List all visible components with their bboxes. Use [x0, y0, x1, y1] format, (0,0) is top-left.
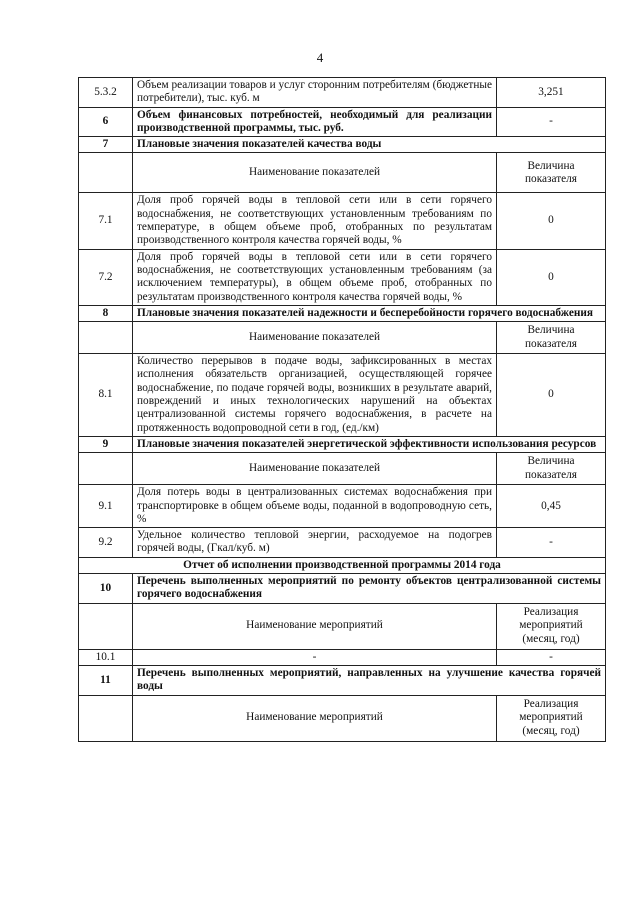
header-row	[79, 453, 606, 485]
section-number: 10	[79, 574, 133, 604]
section-number: 9	[79, 436, 133, 452]
row-number: 7.2	[79, 249, 133, 305]
header-row	[79, 695, 606, 741]
table-row	[79, 107, 606, 137]
section-row	[79, 436, 606, 452]
section-row	[79, 305, 606, 321]
row-value: -	[497, 107, 606, 137]
column-header-name: Наименование показателей	[133, 322, 497, 354]
row-number: 9.2	[79, 528, 133, 558]
row-text: Доля проб горячей воды в тепловой сети или в сети горячего водоснабжения, не соответствующих установленным требованиям по температуре, в общем объеме проб, отобранных по результатам производственного контроля качества горячей воды, %	[133, 193, 497, 249]
table-row	[79, 528, 606, 558]
section-number: 7	[79, 137, 133, 153]
row-text: Количество перерывов в подаче воды, зафиксированных в местах исполнения обязательств организацией, осуществляющей горячее водоснабжение, по подаче горячей воды, возникших в результате аварий, повреждений и иных технологических нарушений на объектах централизованной системы горячего водоснабжения, в расчете на протяженность водопроводной сети в год, (ед./км)	[133, 354, 497, 437]
row-text: Доля проб горячей воды в тепловой сети или в сети горячего водоснабжения, не соответствующих установленным требованиям (за исключением температуры), в общем объеме проб, отобранных по результатам производственного контроля качества горячей воды, %	[133, 249, 497, 305]
table-row	[79, 485, 606, 528]
row-text: Объем финансовых потребностей, необходимый для реализации производственной программы, тыс. руб.	[133, 107, 497, 137]
page-number: 4	[316, 50, 324, 65]
column-header-value: Реализация мероприятий (месяц, год)	[497, 695, 606, 741]
column-header-value: Величина показателя	[497, 322, 606, 354]
section-row	[79, 665, 606, 695]
column-header-name: Наименование мероприятий	[133, 603, 497, 649]
header-row	[79, 603, 606, 649]
row-text: -	[133, 649, 497, 665]
row-number: 5.3.2	[79, 78, 133, 108]
row-value: 3,251	[497, 78, 606, 108]
row-number: 6	[79, 107, 133, 137]
section-title: Плановые значения показателей энергетической эффективности использования ресурсов	[133, 436, 606, 452]
column-header-value: Реализация мероприятий (месяц, год)	[497, 603, 606, 649]
row-number: 8.1	[79, 354, 133, 437]
table-row	[79, 193, 606, 249]
section-number: 11	[79, 665, 133, 695]
report-title: Отчет об исполнении производственной программы 2014 года	[79, 557, 606, 573]
section-title: Перечень выполненных мероприятий по ремонту объектов централизованной системы горячего водоснабжения	[133, 574, 606, 604]
report-title-row	[79, 557, 606, 573]
column-header-name: Наименование мероприятий	[133, 695, 497, 741]
row-text: Удельное количество тепловой энергии, расходуемое на подогрев горячей воды, (Гкал/куб. м)	[133, 528, 497, 558]
section-row	[79, 574, 606, 604]
empty-cell	[79, 153, 133, 193]
empty-cell	[79, 322, 133, 354]
row-value: 0	[497, 354, 606, 437]
row-value: -	[497, 649, 606, 665]
table-row	[79, 249, 606, 305]
column-header-name: Наименование показателей	[133, 153, 497, 193]
section-title: Плановые значения показателей надежности и бесперебойности горячего водоснабжения	[133, 305, 606, 321]
row-number: 10.1	[79, 649, 133, 665]
header-row	[79, 322, 606, 354]
header-row	[79, 153, 606, 193]
section-title: Плановые значения показателей качества воды	[133, 137, 606, 153]
section-row	[79, 137, 606, 153]
empty-cell	[79, 603, 133, 649]
column-header-value: Величина показателя	[497, 453, 606, 485]
row-number: 7.1	[79, 193, 133, 249]
row-value: 0,45	[497, 485, 606, 528]
section-number: 8	[79, 305, 133, 321]
row-value: 0	[497, 249, 606, 305]
row-text: Доля потерь воды в централизованных системах водоснабжения при транспортировке в общем объеме воды, поданной в водопроводную сеть, %	[133, 485, 497, 528]
program-table	[78, 77, 606, 742]
row-text: Объем реализации товаров и услуг сторонним потребителям (бюджетные потребители), тыс. куб. м	[133, 78, 497, 108]
table-row	[79, 354, 606, 437]
empty-cell	[79, 453, 133, 485]
row-value: -	[497, 528, 606, 558]
row-number: 9.1	[79, 485, 133, 528]
section-title: Перечень выполненных мероприятий, направленных на улучшение качества горячей воды	[133, 665, 606, 695]
row-value: 0	[497, 193, 606, 249]
table-row	[79, 649, 606, 665]
table-row	[79, 78, 606, 108]
column-header-value: Величина показателя	[497, 153, 606, 193]
empty-cell	[79, 695, 133, 741]
column-header-name: Наименование показателей	[133, 453, 497, 485]
